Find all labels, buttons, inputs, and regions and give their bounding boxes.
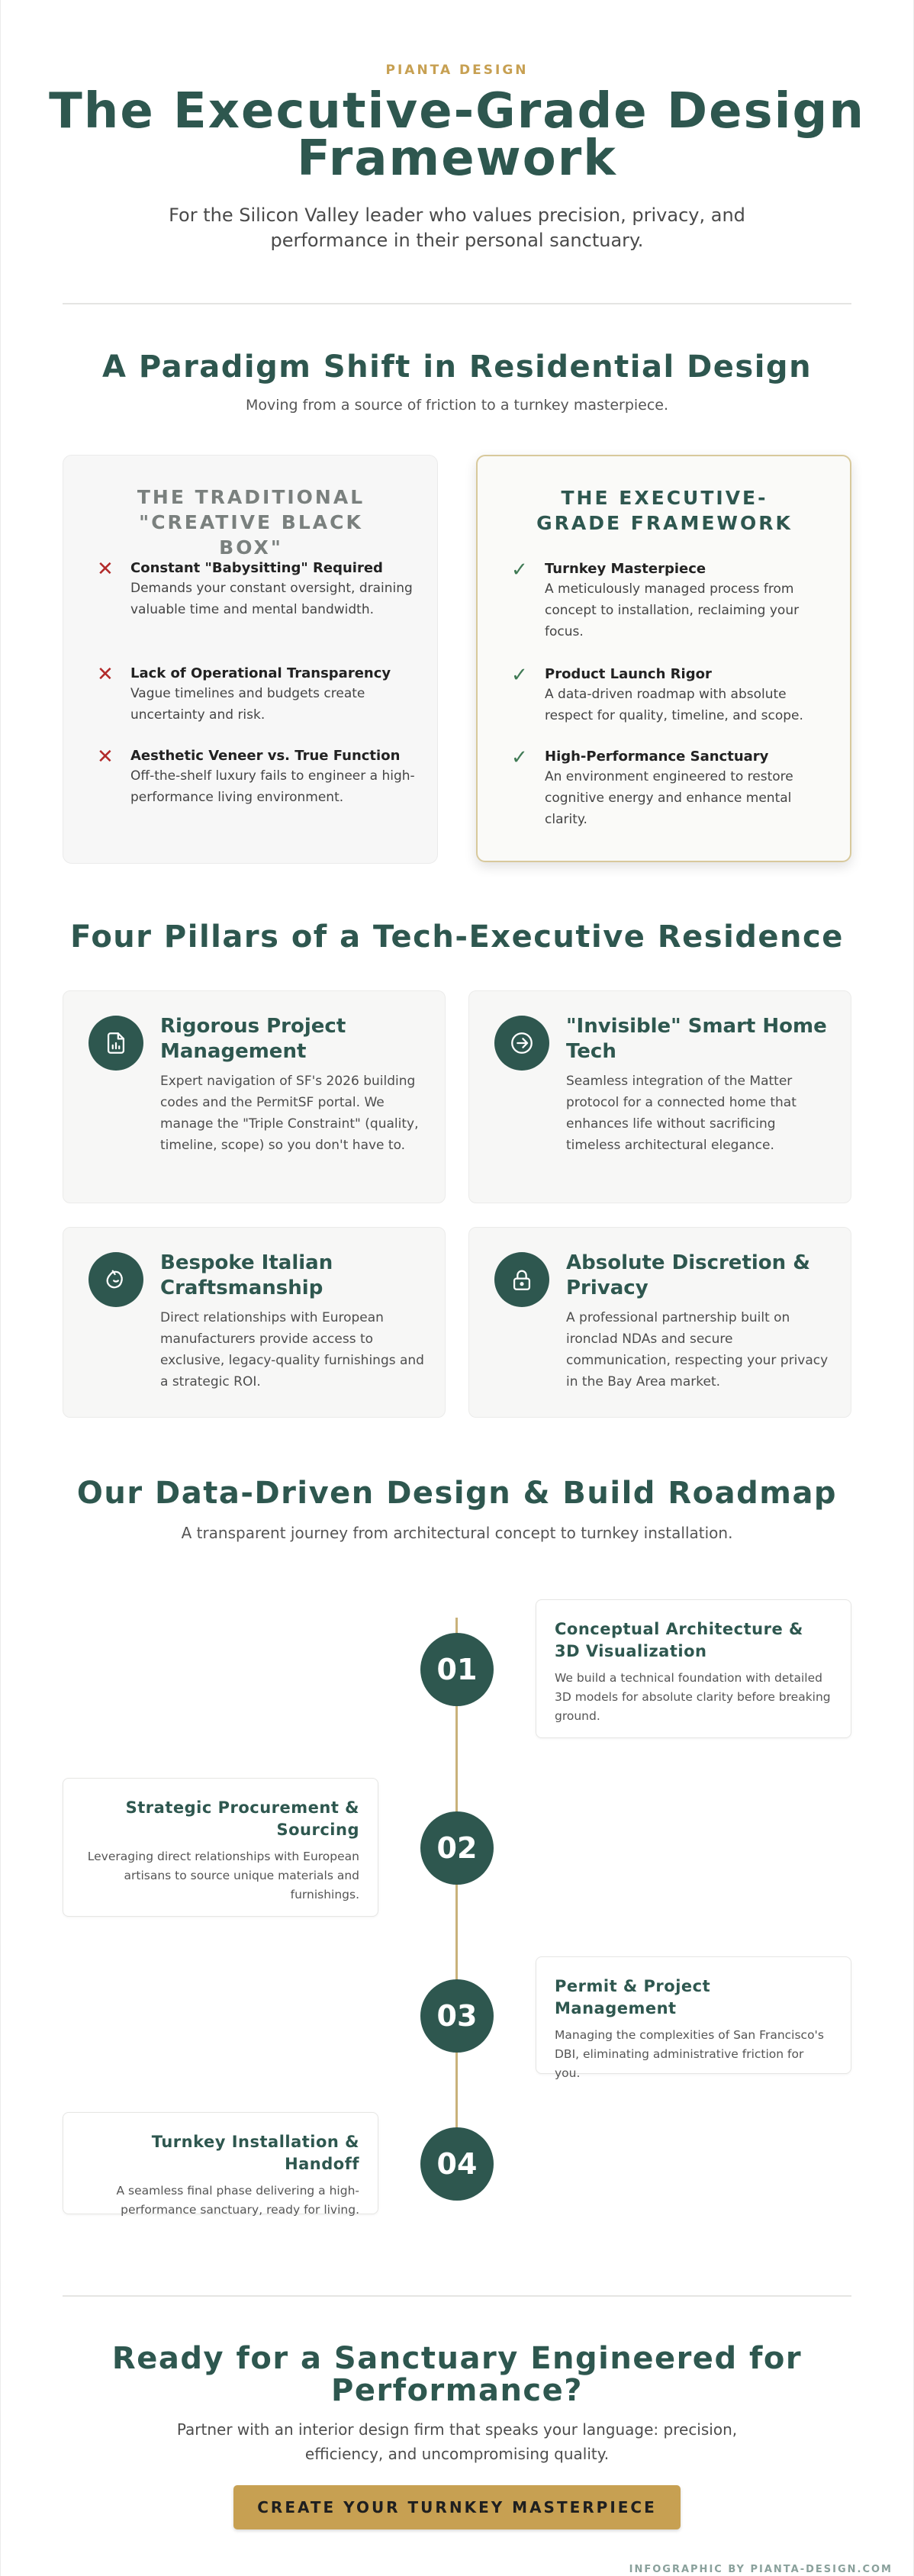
x-icon: ✕: [97, 663, 114, 686]
step-body: We build a technical foundation with detailed 3D models for absolute clarity before breaking ground.: [555, 1671, 831, 1723]
pillar-title: "Invisible" Smart Home Tech: [566, 1015, 827, 1063]
item-body: An environment engineered to restore cognitive energy and enhance mental clarity.: [545, 769, 793, 827]
item-heading: Constant "Babysitting" Required: [130, 560, 383, 576]
footer-credit: INFOGRAPHIC BY PIANTA-DESIGN.COM: [629, 2564, 893, 2575]
item-heading: Lack of Operational Transparency: [130, 665, 391, 681]
step-body: A seamless final phase delivering a high-performance sanctuary, ready for living.: [116, 2184, 359, 2217]
step-body: Managing the complexities of San Francisco's DBI, eliminating administrative friction for you.: [555, 2028, 824, 2080]
step-title: Strategic Procurement & Sourcing: [125, 1798, 359, 1839]
craft-hand-icon: [89, 1252, 143, 1307]
step-number: 02: [420, 1811, 494, 1885]
item-body: A meticulously managed process from concept to installation, reclaiming your focus.: [545, 581, 800, 639]
pillar-body: Seamless integration of the Matter protocol for a connected home that enhances life without sacrificing timeless architectural elegance.: [566, 1074, 797, 1153]
step-number: 04: [420, 2127, 494, 2201]
pillar-title: Bespoke Italian Craftsmanship: [160, 1251, 333, 1299]
item-body: A data-driven roadmap with absolute respect for quality, timeline, and scope.: [545, 687, 803, 723]
item-body: Off-the-shelf luxury fails to engineer a high-performance living environment.: [130, 768, 415, 805]
step-title: Turnkey Installation & Handoff: [151, 2133, 359, 2173]
step-number: 01: [420, 1633, 494, 1706]
pillar-title: Absolute Discretion & Privacy: [566, 1251, 810, 1299]
item-body: Vague timelines and budgets create uncertainty and risk.: [130, 686, 365, 723]
cta-subtitle: Partner with an interior design firm that speaks your language: precision, efficiency, and uncompromising quality.: [176, 2420, 738, 2463]
item-heading: Product Launch Rigor: [545, 666, 712, 682]
pillar-body: A professional partnership built on ironclad NDAs and secure communication, respecting your privacy in the Bay Area market.: [566, 1310, 829, 1389]
divider: [63, 303, 851, 304]
item-body: Demands your constant oversight, draining valuable time and mental bandwidth.: [130, 581, 413, 617]
cta-button[interactable]: CREATE YOUR TURNKEY MASTERPIECE: [233, 2485, 681, 2529]
pillar-title: Rigorous Project Management: [160, 1015, 346, 1063]
lock-icon: [494, 1252, 549, 1307]
brand-eyebrow: PIANTA DESIGN: [385, 63, 529, 78]
item-heading: High-Performance Sanctuary: [545, 749, 769, 765]
hero-subtitle: For the Silicon Valley leader who values precision, privacy, and performance in their personal sanctuary.: [169, 204, 745, 251]
roadmap-step-card: [63, 1778, 378, 1917]
framework-title: THE EXECUTIVE-GRADE FRAMEWORK: [536, 487, 793, 534]
pillar-card: [63, 1227, 446, 1418]
roadmap-subtitle: A transparent journey from architectural concept to turnkey installation.: [181, 1524, 733, 1542]
pillar-card: [468, 990, 851, 1203]
item-heading: Turnkey Masterpiece: [545, 561, 706, 577]
item-heading: Aesthetic Veneer vs. True Function: [130, 748, 401, 764]
pillar-body: Expert navigation of SF's 2026 building codes and the PermitSF portal. We manage the "Triple Constraint" (quality, timeline, scope) so you don't have to.: [160, 1074, 419, 1153]
paradigm-title: A Paradigm Shift in Residential Design: [101, 349, 813, 385]
cta-title: Ready for a Sanctuary Engineered for Performance?: [111, 2341, 803, 2408]
step-number: 03: [420, 1979, 494, 2053]
framework-card: [476, 455, 851, 862]
step-title: Permit & Project Management: [555, 1977, 711, 2017]
hero-title: The Executive-Grade Design Framework: [49, 83, 865, 187]
roadmap-step-card: [536, 1599, 851, 1738]
pillar-card: [468, 1227, 851, 1418]
x-icon: ✕: [97, 745, 114, 768]
check-icon: ✓: [511, 559, 528, 581]
roadmap-step-card: [63, 2112, 378, 2217]
divider: [63, 2295, 851, 2297]
roadmap-step-card: [536, 1956, 851, 2080]
traditional-card: [63, 455, 438, 864]
step-body: Leveraging direct relationships with European artisans to source unique materials and furnishings.: [87, 1850, 359, 1901]
document-chart-icon: [89, 1016, 143, 1071]
pillar-card: [63, 990, 446, 1203]
arrow-right-circle-icon: [494, 1016, 549, 1071]
roadmap-title: Our Data-Driven Design & Build Roadmap: [76, 1476, 838, 1511]
check-icon: ✓: [511, 746, 528, 769]
traditional-title: THE TRADITIONAL "CREATIVE BLACK BOX": [137, 486, 365, 559]
paradigm-subtitle: Moving from a source of friction to a turnkey masterpiece.: [245, 397, 669, 414]
check-icon: ✓: [511, 664, 528, 687]
pillar-body: Direct relationships with European manufacturers provide access to exclusive, legacy-quality furnishings and a strategic ROI.: [160, 1310, 424, 1389]
step-title: Conceptual Architecture & 3D Visualization: [555, 1620, 803, 1660]
x-icon: ✕: [97, 558, 114, 581]
pillars-title: Four Pillars of a Tech-Executive Residence: [70, 919, 844, 955]
